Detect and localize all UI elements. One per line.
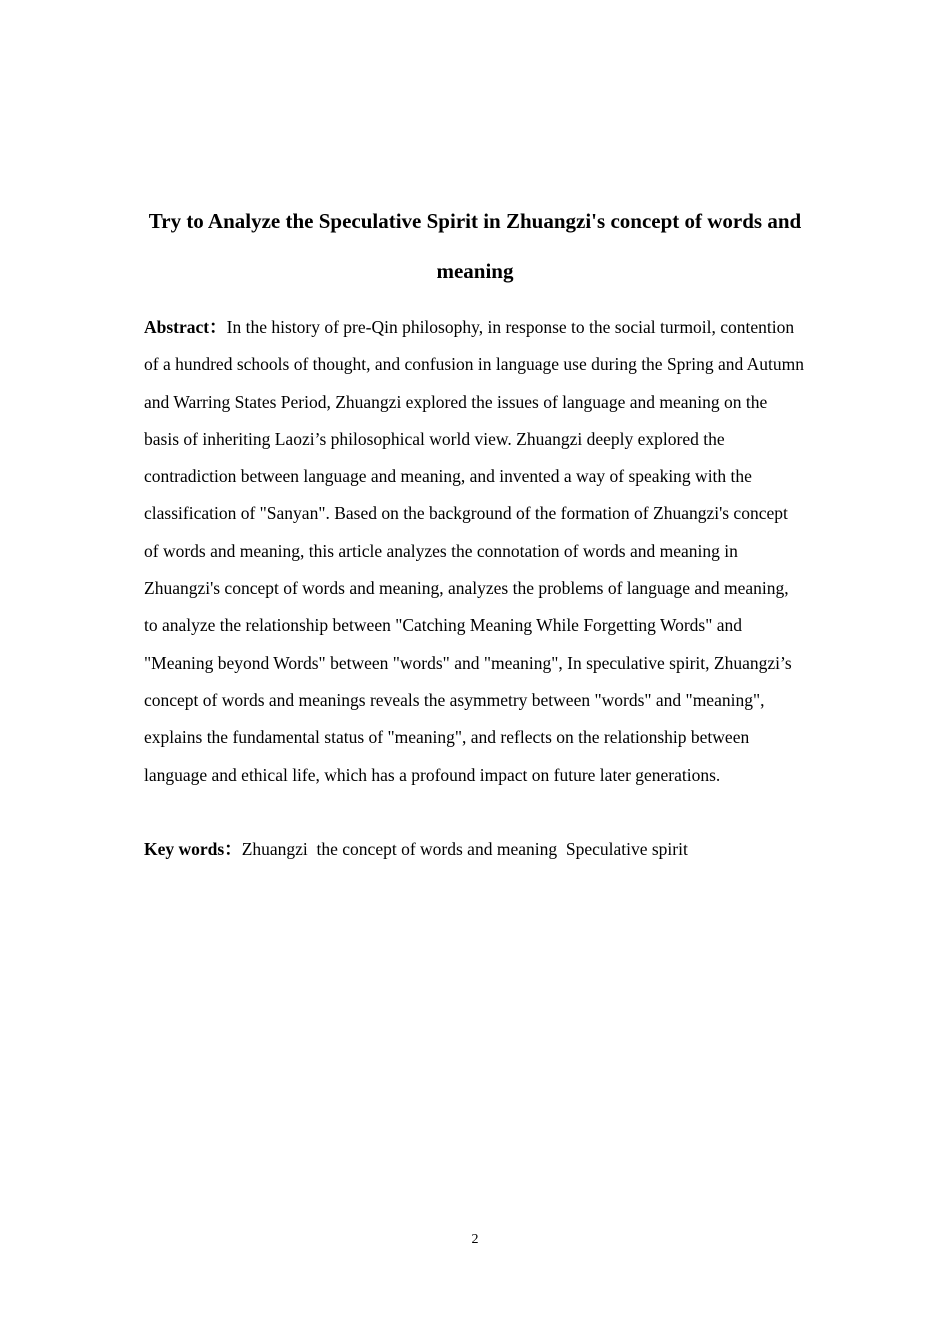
abstract-label: Abstract： — [144, 317, 227, 337]
keywords-text: Zhuangzi the concept of words and meaning Speculative spirit — [241, 839, 688, 859]
keywords-paragraph — [144, 831, 806, 868]
abstract-paragraph — [144, 309, 806, 794]
paper-title: Try to Analyze the Speculative Spirit in Zhuangzi's concept of words and meaning — [148, 209, 802, 283]
keywords-label: Key words： — [144, 839, 242, 859]
abstract-text: In the history of pre-Qin philosophy, in response to the social turmoil, contention of a hundred schools of thought, and confusion in language use during the Spring and Autumn and Warring States Period, Zhuangzi explored the issues of language and meaning on the basis of inheriting Laozi’s philosophical world view. Zhuangzi deeply explored the contradiction between language and meaning, and invented a way of speaking with the classification of "Sanyan". Based on the background of the formation of Zhuangzi's concept of words and meaning, this article analyzes the connotation of words and meaning in Zhuangzi's concept of words and meaning, analyzes the problems of language and meaning, to analyze the relationship between "Catching Meaning While Forgetting Words" and "Meaning beyond Words" between "words" and "meaning", In speculative spirit, Zhuangzi’s concept of words and meanings reveals the asymmetry between "words" and "meaning", explains the fundamental status of "meaning", and reflects on the relationship between language and ethical life, which has a profound impact on future later generations. — [144, 317, 805, 785]
page-number: 2 — [471, 1232, 479, 1247]
